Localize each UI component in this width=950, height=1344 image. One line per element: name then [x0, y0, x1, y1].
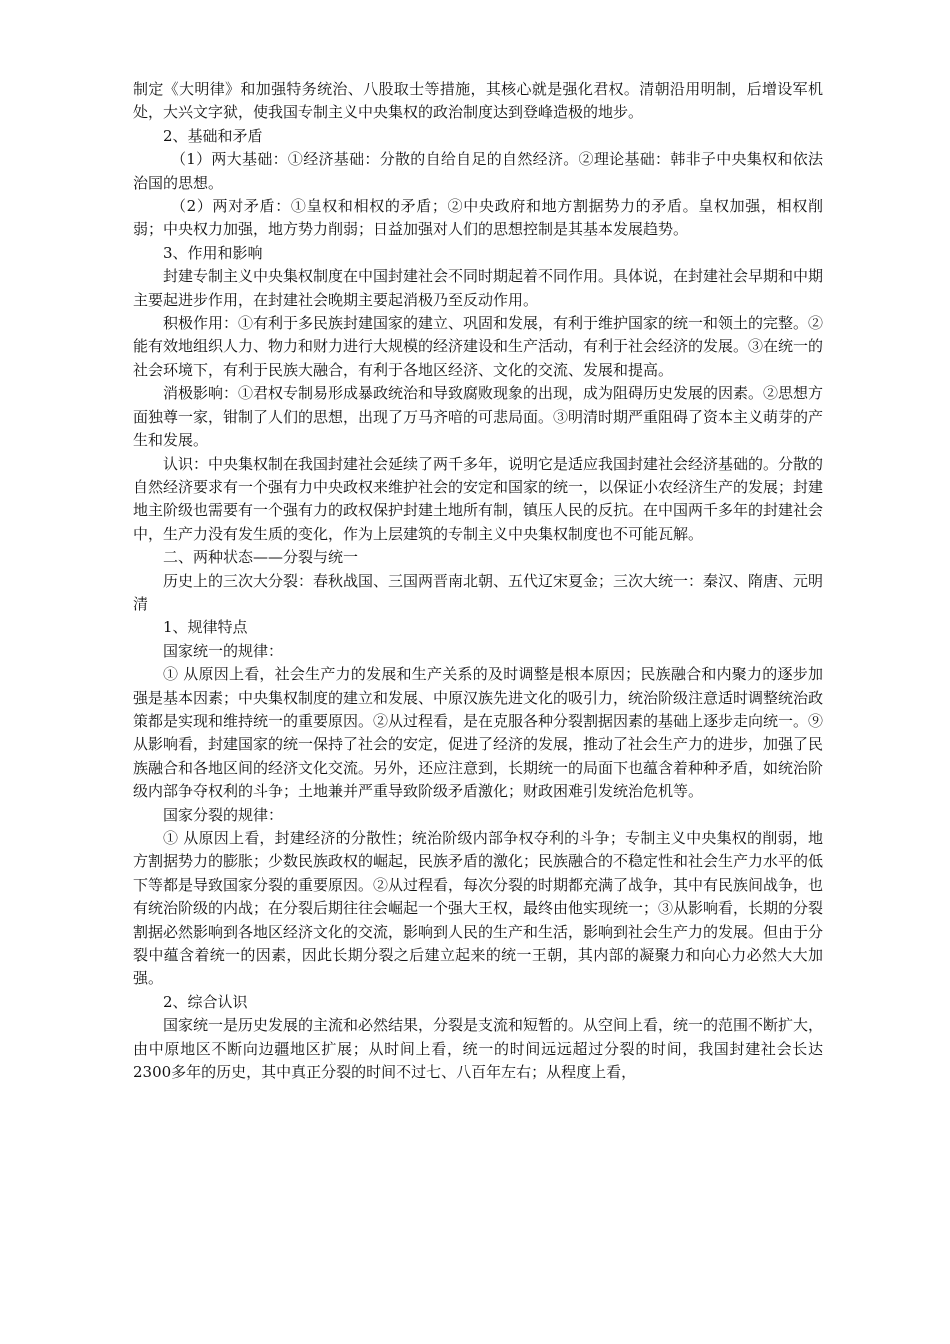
- heading-patterns: 1、规律特点: [163, 618, 248, 637]
- document-page: [133, 78, 823, 1084]
- paragraph-division-pattern: ① 从原因上看，封建经济的分散性；统治阶级内部争权夺利的斗争；专制主义中央集权的削弱，地方割据势力的膨胀；少数民族政权的崛起，民族矛盾的激化；民族融合的不稳定性和社会生产力水平的低下等都是导致国家分裂的重要原因。②从过程看，每次分裂的时期都充满了战争，其中有民族间战争，也有统治阶级的内战；在分裂后期往往会崛起一个强大王权，最终由他实现统一；③从影响看，长期的分裂割据必然影响到各地区经济文化的交流，影响到人民的生产和生活，影响到社会生产力的发展。但由于分裂中蕴含着统一的因素，因此长期分裂之后建立起来的统一王朝，其内部的凝聚力和向心力必然大大加强。: [133, 829, 824, 988]
- paragraph-unification-pattern: ① 从原因上看，社会生产力的发展和生产关系的及时调整是根本原因；民族融合和内聚力的逐步加强是基本因素；中央集权制度的建立和发展、中原汉族先进文化的吸引力，统治阶级注意适时调整统治政策都是实现和维持统一的重要原因。②从过程看，是在克服各种分裂割据因素的基础上逐步走向统一。⑨从影响看，封建国家的统一保持了社会的安定，促进了经济的发展，推动了社会生产力的进步，加强了民族融合和各地区间的经济文化交流。另外，还应注意到，长期统一的局面下也蕴含着种种矛盾，如统治阶级内部争夺权利的斗争；土地兼并严重导致阶级矛盾激化；财政困难引发统治危机等。: [133, 665, 824, 801]
- paragraph-three-divisions: 历史上的三次大分裂：春秋战国、三国两晋南北朝、五代辽宋夏金；三次大统一：秦汉、隋唐、元明清: [133, 571, 824, 613]
- subheading-unification-pattern: 国家统一的规律：: [163, 641, 284, 660]
- heading-basis-and-contradictions: 2、基础和矛盾: [163, 126, 263, 145]
- paragraph-two-foundations: （1）两大基础：①经济基础：分散的自给自足的自然经济。②理论基础：韩非子中央集权和依法治国的思想。: [133, 150, 823, 192]
- heading-division-and-unity: 二、两种状态——分裂与统一: [163, 548, 359, 567]
- paragraph-positive-effects: 积极作用：①有利于多民族封建国家的建立、巩固和发展，有利于维护国家的统一和领土的完整。②能有效地组织人力、物力和财力进行大规模的经济建设和生产活动，有利于社会经济的发展。③在统一的社会环境下，有利于民族大融合，有利于各地区经济、文化的交流、发展和提高。: [133, 314, 824, 379]
- paragraph-function-overview: 封建专制主义中央集权制度在中国封建社会不同时期起着不同作用。具体说，在封建社会早期和中期主要起进步作用，在封建社会晚期主要起消极乃至反动作用。: [133, 267, 824, 309]
- heading-function-and-impact: 3、作用和影响: [163, 243, 263, 262]
- paragraph-continuation: 制定《大明律》和加强特务统治、八股取士等措施，其核心就是强化君权。清朝沿用明制，后增设军机处，大兴文字狱，使我国专制主义中央集权的政治制度达到登峰造极的地步。: [133, 80, 823, 122]
- paragraph-negative-effects: 消极影响：①君权专制易形成暴政统治和导致腐败现象的出现，成为阻碍历史发展的因素。②思想方面独尊一家，钳制了人们的思想，出现了万马齐喑的可悲局面。③明清时期严重阻碍了资本主义萌芽的产生和发展。: [133, 384, 824, 450]
- paragraph-understanding: 认识：中央集权制在我国封建社会延续了两千多年，说明它是适应我国封建社会经济基础的。分散的自然经济要求有一个强有力中央政权来维护社会的安定和国家的统一，以保证小农经济生产的发展；封建地主阶级也需要有一个强有力的政权保护封建土地所有制，镇压人民的反抗。在中国两千多年的封建社会中，生产力没有发生质的变化，作为上层建筑的专制主义中央集权制度也不可能瓦解。: [133, 454, 824, 543]
- paragraph-two-contradictions: （2）两对矛盾：①皇权和相权的矛盾；②中央政府和地方割据势力的矛盾。皇权加强，相权削弱；中央权力加强，地方势力削弱；日益加强对人们的思想控制是其基本发展趋势。: [133, 197, 823, 239]
- heading-comprehensive-understanding: 2、综合认识: [163, 992, 248, 1011]
- paragraph-comprehensive-understanding: 国家统一是历史发展的主流和必然结果，分裂是支流和短暂的。从空间上看，统一的范围不断扩大，由中原地区不断向边疆地区扩展；从时间上看，统一的时间远远超过分裂的时间，我国封建社会长达2300多年的历史，其中真正分裂的时间不过七、八百年左右；从程度上看，: [133, 1016, 824, 1082]
- subheading-division-pattern: 国家分裂的规律：: [163, 805, 284, 824]
